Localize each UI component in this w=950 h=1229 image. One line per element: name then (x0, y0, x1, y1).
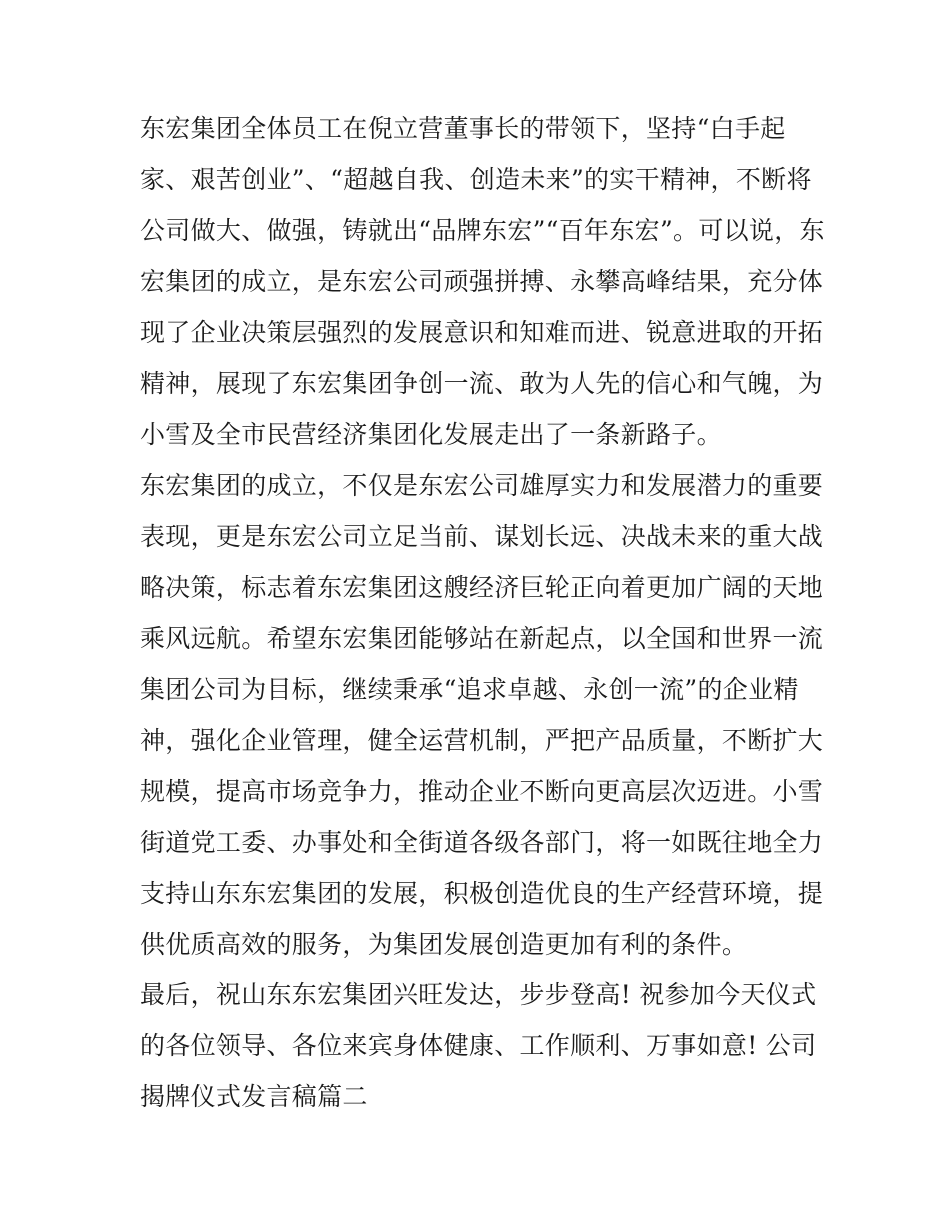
text-line: 略决策，标志着东宏集团这艘经济巨轮正向着更加广阔的天地 (140, 573, 824, 602)
text-line: 精神，展现了东宏集团争创一流、敢为人先的信心和气魄，为 (140, 369, 824, 398)
text-line: 宏集团的成立，是东宏公司顽强拼搏、永攀高峰结果，充分体 (140, 267, 824, 296)
text-line: 公司做大、做强，铸就出“品牌东宏”“百年东宏”。可以说，东 (140, 216, 825, 245)
text-line: 街道党工委、办事处和全街道各级各部门，将一如既往地全力 (140, 828, 824, 857)
text-line: 的各位领导、各位来宾身体健康、工作顺利、万事如意! 公司 (140, 1031, 817, 1060)
text-line: 东宏集团的成立，不仅是东宏公司雄厚实力和发展潜力的重要 (140, 471, 824, 500)
text-line: 集团公司为目标，继续秉承“追求卓越、永创一流”的企业精 (140, 675, 799, 704)
text-line: 神，强化企业管理，健全运营机制，严把产品质量，不断扩大 (140, 726, 824, 755)
text-line: 规模，提高市场竞争力，推动企业不断向更高层次迈进。小雪 (140, 777, 824, 806)
text-line: 揭牌仪式发言稿篇二 (140, 1082, 368, 1111)
text-line: 支持山东东宏集团的发展，积极创造优良的生产经营环境，提 (140, 879, 824, 908)
text-line: 供优质高效的服务，为集团发展创造更加有利的条件。 (140, 930, 748, 959)
text-line: 家、艰苦创业”、“超越自我、创造未来”的实干精神，不断将 (140, 165, 812, 194)
text-line: 东宏集团全体员工在倪立营董事长的带领下，坚持“白手起 (140, 114, 786, 143)
text-line: 最后，祝山东东宏集团兴旺发达，步步登高! 祝参加今天仪式 (140, 980, 817, 1009)
text-line: 表现，更是东宏公司立足当前、谋划长远、决战未来的重大战 (140, 522, 824, 551)
text-line: 小雪及全市民营经济集团化发展走出了一条新路子。 (140, 420, 722, 449)
text-line: 乘风远航。希望东宏集团能够站在新起点，以全国和世界一流 (140, 624, 824, 653)
text-line: 现了企业决策层强烈的发展意识和知难而进、锐意进取的开拓 (140, 318, 824, 347)
